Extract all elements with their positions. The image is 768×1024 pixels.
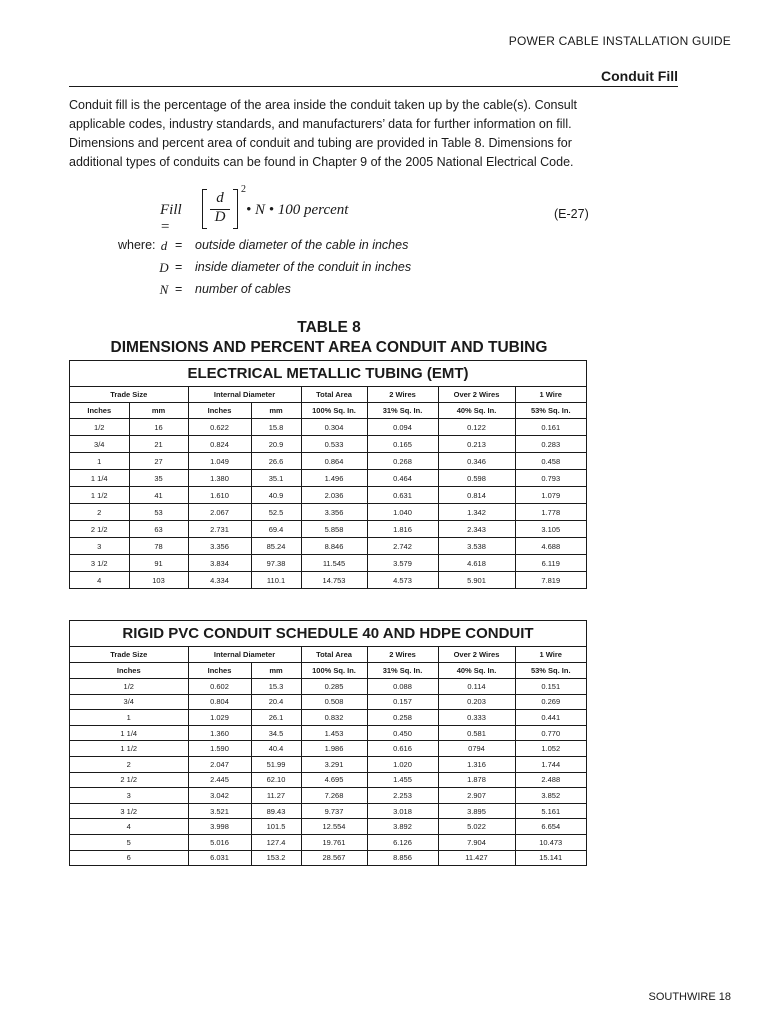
table-row: [70, 555, 586, 572]
table-cell: 78: [129, 538, 188, 555]
table-cell: 5.022: [438, 819, 515, 835]
table-cell: 0.094: [367, 419, 438, 436]
table-cell: 101.5: [251, 819, 301, 835]
page-footer: SOUTHWIRE 18: [648, 991, 731, 1003]
table-row: [70, 819, 586, 835]
table-cell: 110.1: [251, 572, 301, 589]
table-cell: 11.27: [251, 788, 301, 804]
table-cell: 2.488: [515, 772, 586, 788]
table-cell: 2 1/2: [70, 772, 188, 788]
table-cell: 0.458: [515, 453, 586, 470]
table-row: [70, 538, 586, 555]
column-header: mm: [251, 663, 301, 679]
table-cell: 6: [70, 850, 188, 865]
table-cell: 15.141: [539, 853, 563, 863]
table-cell: 0.213: [438, 436, 515, 453]
column-header: 31% Sq. In.: [367, 663, 438, 679]
table-row: [70, 436, 586, 453]
table-cell: 4.688: [515, 538, 586, 555]
table-cell: 1.878: [438, 772, 515, 788]
table-cell: 3: [70, 788, 188, 804]
formula-denominator: D: [214, 209, 226, 225]
table-cell: 5.161: [515, 803, 586, 819]
table-cell: 2.907: [438, 788, 515, 804]
table-cell: 1/2: [70, 679, 188, 695]
table-cell: 63: [129, 521, 188, 538]
table-cell: 16: [129, 419, 188, 436]
pvc-table-title: RIGID PVC CONDUIT SCHEDULE 40 AND HDPE CONDUIT: [70, 621, 586, 647]
table-cell: 0.122: [438, 419, 515, 436]
table-cell: 0.533: [301, 436, 367, 453]
column-group-header: Internal Diameter: [188, 387, 301, 403]
table-cell: 26.1: [251, 710, 301, 726]
table-cell: 51.99: [251, 756, 301, 772]
table-cell: 0.203: [438, 694, 515, 710]
table-cell: 1: [70, 710, 188, 726]
equation-number: (E-27): [554, 207, 589, 221]
table-cell: 0.770: [515, 725, 586, 741]
table-cell: 0.508: [301, 694, 367, 710]
table-cell: 34.5: [251, 725, 301, 741]
column-header: Inches: [188, 403, 251, 419]
table-cell: 40.9: [251, 487, 301, 504]
equals-sign: =: [175, 282, 183, 296]
table-row: [70, 504, 586, 521]
table-cell: 3.895: [438, 803, 515, 819]
table-row: [70, 470, 586, 487]
table-cell: 4.695: [301, 772, 367, 788]
table-cell: 5.016: [188, 834, 251, 850]
column-group-header: Over 2 Wires: [438, 387, 515, 403]
table-cell: 21: [129, 436, 188, 453]
table-cell: 97.38: [251, 555, 301, 572]
table-cell: 3/4: [70, 436, 129, 453]
table-cell: 0.804: [188, 694, 251, 710]
table-row: [70, 834, 586, 850]
table-cell: 1.610: [188, 487, 251, 504]
table-cell: 53: [129, 504, 188, 521]
table-cell: 3.998: [188, 819, 251, 835]
table-cell: 0.258: [367, 710, 438, 726]
emt-table-title: ELECTRICAL METALLIC TUBING (EMT): [70, 361, 586, 387]
table-cell: 2: [70, 756, 188, 772]
table-row: [70, 772, 586, 788]
table-cell: 0.581: [438, 725, 515, 741]
variable-symbol: D: [159, 260, 169, 275]
table-cell: 6.031: [188, 850, 251, 865]
table-cell: 15.3: [251, 679, 301, 695]
column-header: Inches: [70, 403, 129, 419]
table-cell: 3.538: [438, 538, 515, 555]
variable-description: inside diameter of the conduit in inches: [195, 260, 412, 274]
table-cell: 3.042: [188, 788, 251, 804]
table-cell: 0.088: [367, 679, 438, 695]
table-cell: 1.040: [367, 504, 438, 521]
table-row: [70, 756, 586, 772]
emt-table: [69, 360, 587, 589]
group-header-row: [70, 387, 586, 403]
table-cell: 1.744: [515, 756, 586, 772]
pvc-table-body: [70, 679, 586, 866]
sub-header-row: [70, 403, 586, 419]
table-cell: 0.333: [438, 710, 515, 726]
table-cell: 0.346: [438, 453, 515, 470]
table-cell: 0.161: [515, 419, 586, 436]
column-group-header: Trade Size: [70, 647, 188, 663]
table-cell: 0.165: [367, 436, 438, 453]
table-cell: 6.126: [367, 834, 438, 850]
table-cell: 2.742: [367, 538, 438, 555]
column-header: Inches: [188, 663, 251, 679]
table-cell: 4: [70, 819, 188, 835]
intro-paragraph: Conduit fill is the percentage of the area inside the conduit taken up by the cable(s). Consult applicable codes, industry standards, and manufacturers’ data for further information on fill. Dimensions and percent area of conduit and tubing are provided in Table 8. Dimensions for additional types of conduits can be found in Chapter 9 of the 2005 National Electrical Code.: [69, 98, 577, 169]
table-cell: 1: [70, 453, 129, 470]
table-cell: 5.858: [301, 521, 367, 538]
table-cell: 3.356: [188, 538, 251, 555]
table-cell: 2.445: [188, 772, 251, 788]
table-cell: 0.450: [367, 725, 438, 741]
table-cell: 0.441: [515, 710, 586, 726]
table-cell: 2.253: [367, 788, 438, 804]
formula-lhs: Fill =: [160, 202, 182, 235]
table-cell: 7.904: [438, 834, 515, 850]
table-cell: 0.793: [515, 470, 586, 487]
table-cell: 3.291: [301, 756, 367, 772]
table-row: [70, 679, 586, 695]
table-cell: 62.10: [251, 772, 301, 788]
table-cell: 20.9: [251, 436, 301, 453]
table-cell: 1.496: [301, 470, 367, 487]
column-header: 40% Sq. In.: [438, 663, 515, 679]
table-cell: 2.067: [188, 504, 251, 521]
table-cell: 6.119: [515, 555, 586, 572]
table-cell: 0.824: [188, 436, 251, 453]
column-group-header: Over 2 Wires: [438, 647, 515, 663]
emt-table-body: [70, 419, 586, 589]
table-cell: 1.316: [438, 756, 515, 772]
formula-bracket: [202, 189, 238, 227]
table-cell: 0.622: [188, 419, 251, 436]
table-cell: 1.778: [515, 504, 586, 521]
variable-description: number of cables: [195, 282, 291, 296]
table-cell: 3.521: [188, 803, 251, 819]
table-cell: 0794: [438, 741, 515, 757]
table-cell: 1.360: [188, 725, 251, 741]
table-cell: 3/4: [70, 694, 188, 710]
table-cell: 0.832: [301, 710, 367, 726]
table-cell: 1/2: [70, 419, 129, 436]
table-cell: 1.079: [515, 487, 586, 504]
formula-exponent: 2: [241, 184, 246, 195]
column-group-header: 2 Wires: [367, 387, 438, 403]
equals-sign: =: [175, 238, 183, 252]
table-row: [70, 725, 586, 741]
table-cell: 0.304: [301, 419, 367, 436]
table-cell: 0.268: [367, 453, 438, 470]
table-cell: 14.753: [301, 572, 367, 589]
table-cell: 89.43: [251, 803, 301, 819]
table-cell: 3 1/2: [70, 555, 129, 572]
table-row: [70, 419, 586, 436]
table-cell: 1.455: [367, 772, 438, 788]
pvc-table: [69, 620, 587, 866]
table-cell: 0.631: [367, 487, 438, 504]
table-cell: 26.6: [251, 453, 301, 470]
table-cell: 35.1: [251, 470, 301, 487]
table-cell: 3: [70, 538, 129, 555]
table-cell: 2.731: [188, 521, 251, 538]
variable-symbol: N: [159, 282, 169, 297]
table-cell: 2.047: [188, 756, 251, 772]
table-cell: 85.24: [251, 538, 301, 555]
table-cell: 4: [70, 572, 129, 589]
sub-header-row: [70, 663, 586, 679]
table-cell: 1 1/2: [70, 741, 188, 757]
column-group-header: 1 Wire: [515, 387, 586, 403]
table-cell: 40.4: [251, 741, 301, 757]
table-cell: 27: [129, 453, 188, 470]
table-cell: 52.5: [251, 504, 301, 521]
table-row: [70, 710, 586, 726]
table-cell: 35: [129, 470, 188, 487]
table-cell: 2.343: [438, 521, 515, 538]
table-cell: 2 1/2: [70, 521, 129, 538]
table-cell: 91: [129, 555, 188, 572]
variable-symbol: d: [160, 238, 168, 253]
table-cell: 4.573: [367, 572, 438, 589]
table-cell: 6.654: [515, 819, 586, 835]
table-cell: 2.036: [301, 487, 367, 504]
table-cell: 153.2: [251, 850, 301, 865]
table-cell: 10.473: [515, 834, 586, 850]
section-title: Conduit Fill: [601, 68, 678, 84]
table-cell: 3 1/2: [70, 803, 188, 819]
table-cell: 0.283: [515, 436, 586, 453]
table-cell: 3.356: [301, 504, 367, 521]
table-cell: 19.761: [301, 834, 367, 850]
table-cell: 3.834: [188, 555, 251, 572]
column-header: 40% Sq. In.: [438, 403, 515, 419]
table-cell: 0.269: [515, 694, 586, 710]
column-group-header: Total Area: [301, 387, 367, 403]
column-header: mm: [251, 403, 301, 419]
table-cell: 1.816: [367, 521, 438, 538]
table-row: [70, 572, 586, 589]
table-heading: DIMENSIONS AND PERCENT AREA CONDUIT AND TUBING: [110, 339, 548, 356]
table-cell: 1 1/2: [70, 487, 129, 504]
column-group-header: Internal Diameter: [188, 647, 301, 663]
table-cell: 11.427: [438, 850, 515, 865]
table-cell: 0.616: [367, 741, 438, 757]
table-cell: 2: [70, 504, 129, 521]
table-cell: 8.856: [367, 850, 438, 865]
table-cell: 28.567: [301, 850, 367, 865]
table-cell: 3.892: [367, 819, 438, 835]
guide-title: POWER CABLE INSTALLATION GUIDE: [508, 34, 731, 48]
table-cell: 0.157: [367, 694, 438, 710]
table-cell: 1.342: [438, 504, 515, 521]
table-cell: 5.901: [438, 572, 515, 589]
table-cell: 7.819: [541, 575, 561, 585]
formula-numerator: d: [216, 190, 224, 206]
table-cell: 1.380: [188, 470, 251, 487]
formula-rhs: • N • 100 percent: [246, 202, 349, 218]
table-row: [70, 453, 586, 470]
variable-description: outside diameter of the cable in inches: [195, 238, 409, 252]
table-cell: 15.8: [251, 419, 301, 436]
table-cell: 41: [129, 487, 188, 504]
table-cell: 1.029: [188, 710, 251, 726]
table-cell: 0.114: [438, 679, 515, 695]
table-cell: 127.4: [251, 834, 301, 850]
table-cell: 9.737: [301, 803, 367, 819]
table-row: [70, 788, 586, 804]
table-cell: 7.268: [301, 788, 367, 804]
column-header: 53% Sq. In.: [515, 403, 586, 419]
group-header-row: [70, 647, 586, 663]
table-cell: 1.052: [515, 741, 586, 757]
table-number: TABLE 8: [297, 319, 361, 336]
table-cell: 0.602: [188, 679, 251, 695]
table-cell: 4.334: [188, 572, 251, 589]
table-cell: 3.579: [367, 555, 438, 572]
table-cell: 0.285: [301, 679, 367, 695]
where-label: where:: [118, 238, 156, 252]
table-cell: 1.049: [188, 453, 251, 470]
table-cell: 3.105: [515, 521, 586, 538]
table-cell: 8.846: [301, 538, 367, 555]
table-cell: 1 1/4: [70, 725, 188, 741]
column-group-header: 2 Wires: [367, 647, 438, 663]
table-cell: 4.618: [438, 555, 515, 572]
table-cell: 0.598: [438, 470, 515, 487]
column-group-header: 1 Wire: [515, 647, 586, 663]
table-row: [70, 694, 586, 710]
table-cell: 1.020: [367, 756, 438, 772]
table-cell: 0.814: [438, 487, 515, 504]
column-header: 31% Sq. In.: [367, 403, 438, 419]
table-cell: 20.4: [251, 694, 301, 710]
table-cell: 3.018: [367, 803, 438, 819]
table-row: [70, 850, 586, 865]
column-header: 53% Sq. In.: [515, 663, 586, 679]
table-cell: 1.453: [301, 725, 367, 741]
table-row: [70, 741, 586, 757]
table-caption: [69, 318, 589, 358]
table-cell: 1.986: [301, 741, 367, 757]
column-header: mm: [129, 403, 188, 419]
column-header: 100% Sq. In.: [301, 403, 367, 419]
table-cell: 1 1/4: [70, 470, 129, 487]
table-row: [70, 487, 586, 504]
table-cell: 0.864: [301, 453, 367, 470]
table-cell: 12.554: [301, 819, 367, 835]
column-group-header: Trade Size: [70, 387, 188, 403]
table-cell: 103: [129, 572, 188, 589]
section-divider: [69, 86, 678, 87]
equals-sign: =: [175, 260, 183, 274]
table-cell: 5: [70, 834, 188, 850]
column-header: 100% Sq. In.: [301, 663, 367, 679]
table-cell: 0.464: [367, 470, 438, 487]
table-cell: 69.4: [251, 521, 301, 538]
column-group-header: Total Area: [301, 647, 367, 663]
table-row: [70, 521, 586, 538]
table-cell: 3.852: [515, 788, 586, 804]
column-header: Inches: [70, 663, 188, 679]
table-row: [70, 803, 586, 819]
table-cell: 1.590: [188, 741, 251, 757]
table-cell: 11.545: [301, 555, 367, 572]
table-cell: 0.151: [515, 679, 586, 695]
